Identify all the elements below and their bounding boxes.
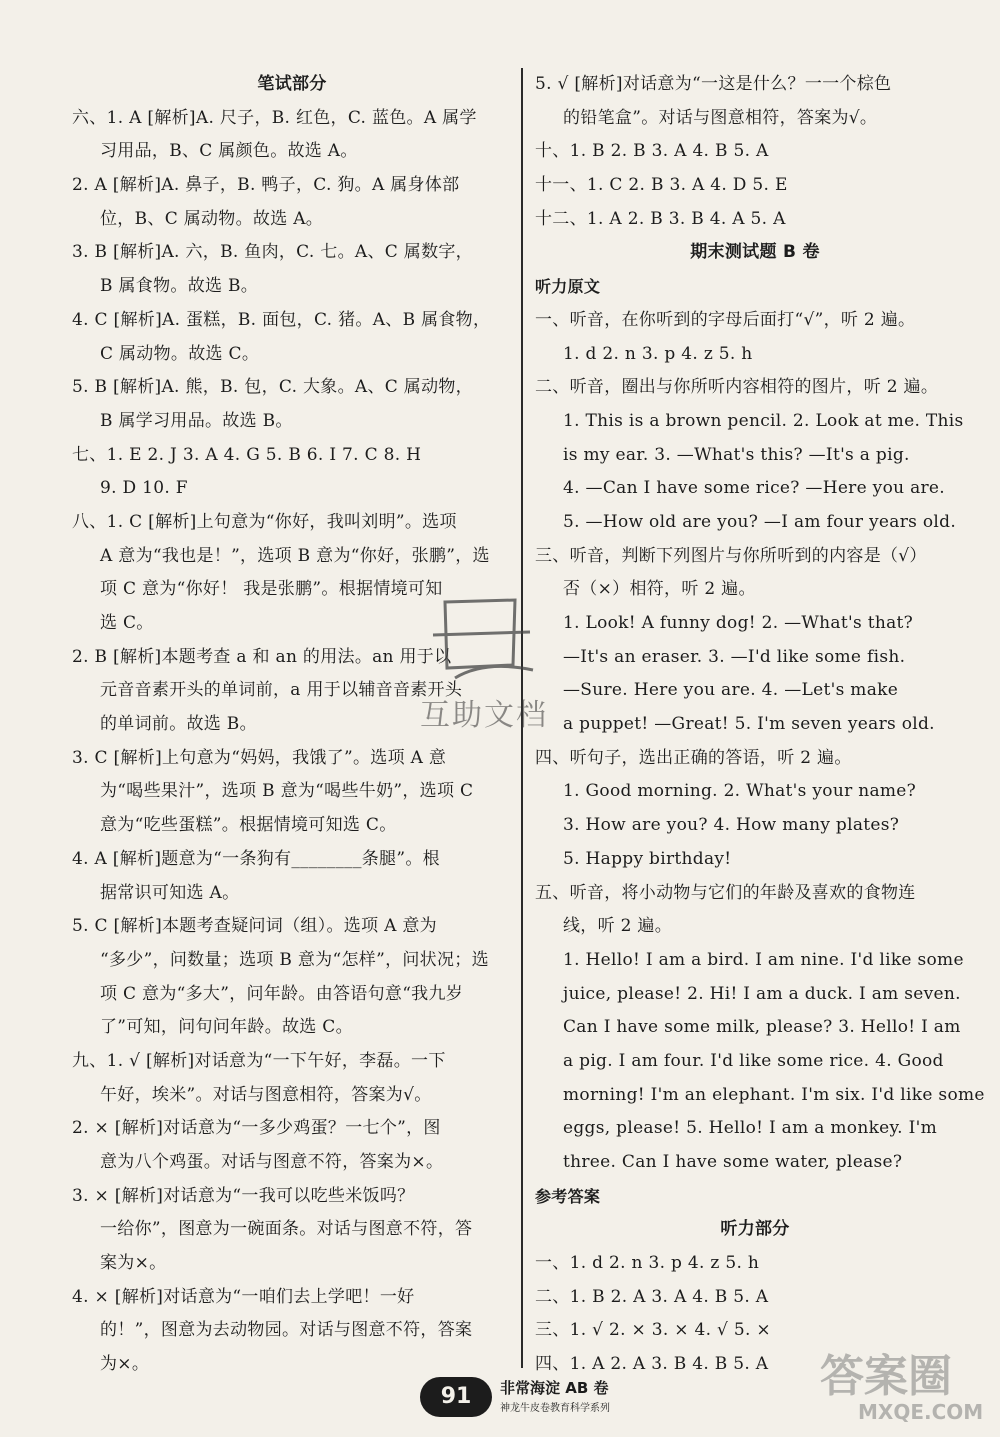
text-line: 的铅笔盒”。对话与图意相符，答案为√。 — [563, 107, 878, 128]
corner-logo: 答案圈 — [820, 1351, 952, 1402]
text-line: 的单词前。故选 B。 — [100, 714, 257, 735]
text-line: C 属动物。故选 C。 — [100, 343, 260, 364]
text-line: —Sure. Here you are. 4. —Let's make — [563, 680, 899, 701]
corner-logo-url: MXQE.COM — [858, 1400, 984, 1424]
text-line: 9. D 10. F — [100, 478, 188, 499]
text-line: 项 C 意为“多大”，问年龄。由答语句意“我九岁 — [100, 983, 464, 1004]
text-line: “多少”，问数量；选项 B 意为“怎样”，问状况；选 — [100, 949, 489, 970]
text-line: 2. × [解析]对话意为“一多少鸡蛋？一七个”，图 — [72, 1118, 441, 1139]
text-line: B 属学习用品。故选 B。 — [100, 410, 293, 431]
text-line: 2. A [解析]A. 鼻子，B. 鸭子，C. 狗。A 属身体部 — [72, 175, 460, 196]
text-line: 5. C [解析]本题考查疑问词（组）。选项 A 意为 — [72, 916, 437, 937]
text-line: —It's an eraser. 3. —I'd like some fish. — [563, 646, 906, 667]
text-line: 1. d 2. n 3. p 4. z 5. h — [563, 343, 753, 364]
text-line: B 属食物。故选 B。 — [100, 276, 259, 297]
text-line: 1. Good morning. 2. What's your name? — [563, 781, 917, 802]
right-column — [535, 68, 985, 1382]
text-line: 4. × [解析]对话意为“一咱们去上学吧！一好 — [72, 1286, 415, 1307]
text-line: 案为×。 — [100, 1253, 167, 1274]
text-line: 1. Look! A funny dog! 2. —What's that? — [563, 613, 914, 633]
text-line: 六、1. A [解析]A. 尺子，B. 红色，C. 蓝色。A 属学 — [72, 107, 477, 128]
text-line: 5. Happy birthday! — [563, 848, 732, 869]
text-line: 否（×）相符，听 2 遍。 — [563, 579, 756, 600]
text-line: 四、1. A 2. A 3. B 4. B 5. A — [535, 1354, 769, 1375]
text-line: 3. × [解析]对话意为“一我可以吃些米饭吗？ — [72, 1185, 415, 1206]
book-series: 神龙牛皮卷教育科学系列 — [500, 1403, 610, 1414]
text-line: 八、1. C [解析]上句意为“你好，我叫刘明”。选项 — [72, 511, 457, 532]
text-line: 午好，埃米”。对话与图意相符，答案为√。 — [100, 1084, 432, 1105]
text-line: 为“喝些果汁”，选项 B 意为“喝些牛奶”，选项 C — [100, 781, 474, 802]
text-line: 2. B [解析]本题考查 a 和 an 的用法。an 用于以 — [72, 646, 452, 667]
text-line: 1. This is a brown pencil. 2. Look at me. This — [563, 410, 964, 431]
text-line: 意为“吃些蛋糕”。根据情境可知选 C。 — [100, 815, 397, 836]
section-heading: 期末测试题 B 卷 — [690, 242, 820, 263]
text-line: 二、1. B 2. A 3. A 4. B 5. A — [535, 1286, 769, 1307]
text-line: 四、听句子，选出正确的答语，听 2 遍。 — [535, 747, 852, 768]
text-line: 七、1. E 2. J 3. A 4. G 5. B 6. I 7. C 8. H — [72, 444, 422, 465]
text-line: 一、听音，在你听到的字母后面打“√”，听 2 遍。 — [535, 309, 916, 330]
text-line: 4. —Can I have some rice? —Here you are. — [563, 478, 945, 499]
watermark-text: 互助文档 — [420, 698, 548, 733]
book-brand: 非常海淀 AB 卷 — [500, 1379, 609, 1397]
text-line: 一给你”，图意为一碗面条。对话与图意不符，答 — [100, 1219, 473, 1240]
text-line: Can I have some milk, please? 3. Hello! I am — [563, 1017, 961, 1038]
text-line: 为×。 — [100, 1354, 150, 1375]
text-line: 3. C [解析]上句意为“妈妈，我饿了”。选项 A 意 — [72, 747, 447, 768]
text-line: 五、听音，将小动物与它们的年龄及喜欢的食物连 — [535, 882, 916, 903]
text-line: morning! I'm an elephant. I'm six. I'd like some — [563, 1084, 985, 1105]
text-line: 3. B [解析]A. 六，B. 鱼肉，C. 七。A、C 属数字， — [72, 242, 473, 263]
text-line: 元音音素开头的单词前，a 用于以辅音音素开头 — [100, 680, 463, 701]
text-line: 的！”，图意为去动物园。对话与图意不符，答案 — [100, 1320, 473, 1341]
text-line: 意为八个鸡蛋。对话与图意不符，答案为×。 — [100, 1152, 444, 1172]
text-line: 5. B [解析]A. 熊，B. 包，C. 大象。A、C 属动物， — [72, 377, 473, 398]
text-line: 5. —How old are you? —I am four years old. — [563, 511, 957, 532]
text-line: 3. How are you? 4. How many plates? — [563, 815, 900, 836]
text-line: 据常识可知选 A。 — [100, 882, 240, 903]
text-line: 位，B、C 属动物。故选 A。 — [100, 208, 324, 229]
page-footer — [420, 1377, 680, 1432]
subsection-heading: 听力原文 — [535, 277, 601, 297]
text-line: a puppet! —Great! 5. I'm seven years old. — [563, 714, 935, 735]
text-line: a pig. I am four. I'd like some rice. 4. Good — [563, 1050, 944, 1071]
section-heading: 听力部分 — [720, 1219, 790, 1240]
text-line: 1. Hello! I am a bird. I am nine. I'd like some — [563, 949, 964, 970]
text-line: 5. √ [解析]对话意为“一这是什么？一一个棕色 — [535, 74, 892, 94]
text-line: 线，听 2 遍。 — [563, 916, 673, 937]
text-line: 九、1. √ [解析]对话意为“一下午好，李磊。一下 — [72, 1050, 446, 1071]
text-line: 十二、1. A 2. B 3. B 4. A 5. A — [535, 208, 786, 229]
subsection-heading: 参考答案 — [535, 1186, 601, 1206]
text-line: 项 C 意为“你好！ 我是张鹏”。根据情境可知 — [100, 579, 443, 600]
text-line: 了”可知，问句问年龄。故选 C。 — [100, 1017, 353, 1038]
text-line: 三、1. √ 2. × 3. × 4. √ 5. × — [535, 1320, 771, 1341]
text-line: 习用品，B、C 属颜色。故选 A。 — [100, 141, 358, 162]
text-line: 4. A [解析]题意为“一条狗有________条腿”。根 — [72, 848, 440, 869]
page-number: 91 — [420, 1377, 492, 1417]
section-heading: 笔试部分 — [257, 74, 327, 94]
text-line: 二、听音，圈出与你所听内容相符的图片，听 2 遍。 — [535, 377, 939, 398]
text-line: is my ear. 3. —What's this? —It's a pig. — [563, 444, 910, 465]
text-line: 十、1. B 2. B 3. A 4. B 5. A — [535, 141, 769, 162]
text-line: juice, please! 2. Hi! I am a duck. I am seven. — [563, 983, 961, 1004]
text-line: 十一、1. C 2. B 3. A 4. D 5. E — [535, 175, 788, 196]
text-line: 一、1. d 2. n 3. p 4. z 5. h — [535, 1253, 760, 1274]
text-line: A 意为“我也是！”，选项 B 意为“你好，张鹏”，选 — [100, 545, 490, 566]
text-line: three. Can I have some water, please? — [563, 1152, 903, 1172]
text-line: 4. C [解析]A. 蛋糕，B. 面包，C. 猪。A、B 属食物， — [72, 309, 491, 330]
text-line: 三、听音，判断下列图片与你所听到的内容是（√） — [535, 545, 927, 566]
text-line: 选 C。 — [100, 613, 154, 633]
text-line: eggs, please! 5. Hello! I am a monkey. I'm — [563, 1118, 937, 1139]
